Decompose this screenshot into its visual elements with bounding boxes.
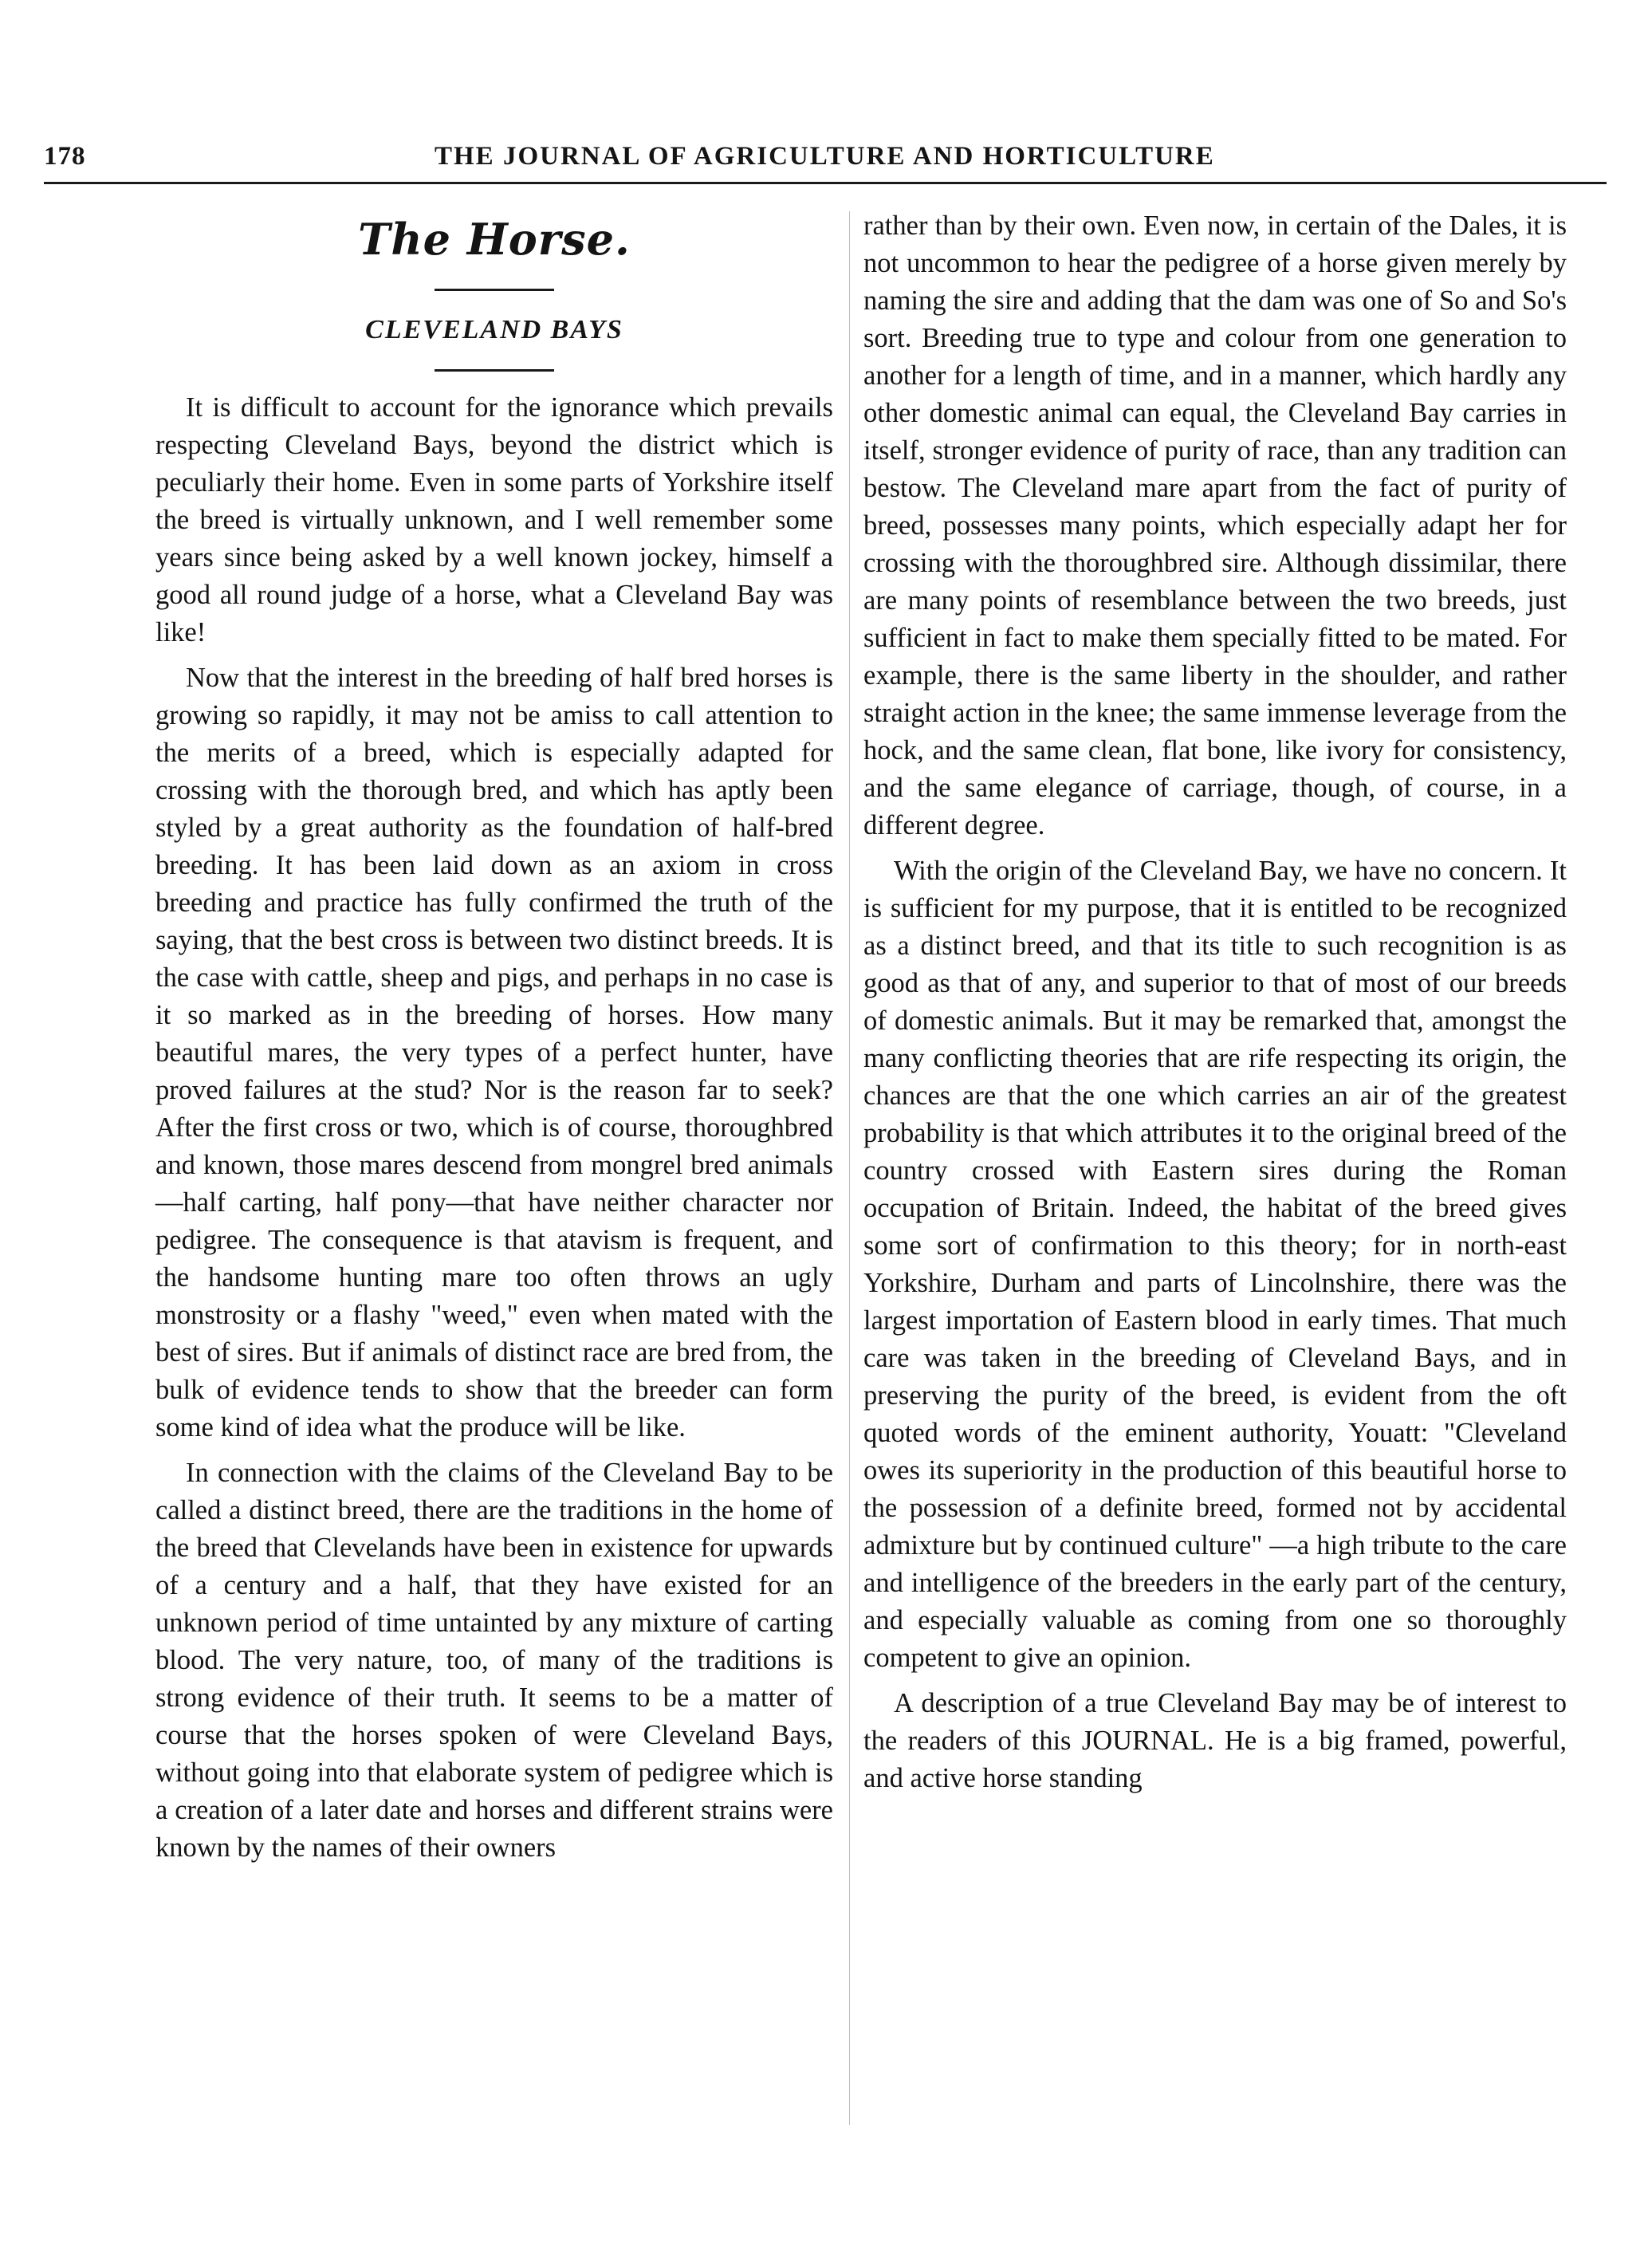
page-number: 178 — [44, 142, 86, 171]
paragraph: In connection with the claims of the Cleveland Bay to be called a distinct breed, there are the traditions in the home of the breed that Clevelands have been in existence for upwards of a century and a half, that they have existed for an unknown period of time untainted by any mixture of carting blood. The very nature, too, of many of the traditions is strong evidence of their truth. It seems to be a matter of course that the horses spoken of were Cleveland Bays, without going into that elaborate system of pedigree which is a creation of a later date and horses and different strains were known by the names of their owners — [155, 1458, 833, 1863]
left-column — [155, 207, 833, 1867]
journal-title: THE JOURNAL OF AGRICULTURE AND HORTICULTURE — [435, 142, 1215, 171]
header-rule — [44, 182, 1607, 184]
paragraph: Now that the interest in the breeding of half bred horses is growing so rapidly, it may not be amiss to call attention to the merits of a breed, which is especially adapted for crossing with the thorough bred, and which has aptly been styled by a great authority as the foundation of half-bred breeding. It has been laid down as an axiom in cross breeding and practice has fully confirmed the truth of the saying, that the best cross is between two distinct breeds. It is the case with cattle, sheep and pigs, and perhaps in no case is it so marked as in the breeding of horses. How many beautiful mares, the very types of a perfect hunter, have proved failures at the stud? Nor is the reason far to seek? After the first cross or two, which is of course, thoroughbred and known, those mares descend from mongrel bred animals —half carting, half pony—that have neither character nor pedigree. The consequence is that atavism is frequent, and the handsome hunting mare too often throws an ugly monstrosity or a flashy "weed," even when mated with the best of sires. But if animals of distinct race are bred from, the bulk of evidence tends to show that the breeder can form some kind of idea what the produce will be like. — [155, 663, 833, 1442]
paragraph: It is difficult to account for the ignorance which prevails respecting Cleveland Bays, beyond the district which is peculiarly their home. Even in some parts of Yorkshire itself the breed is virtually unknown, and I well remember some years since being asked by a well known jockey, himself a good all round judge of a horse, what a Cleveland Bay was like! — [155, 392, 833, 647]
paragraph: With the origin of the Cleveland Bay, we have no concern. It is sufficient for my purpose, that it is entitled to be recognized as a distinct breed, and that its title to such recognition is as good as that of any, and superior to that of most of our breeds of domestic animals. But it may be remarked that, amongst the many conflicting theories that are rife respecting its origin, the chances are that the one which carries an air of the greatest probability is that which attributes it to the original breed of the country crossed with Eastern sires during the Roman occupation of Britain. Indeed, the habitat of the breed gives some sort of confirmation to this theory; for in north-east Yorkshire, Durham and parts of Lincolnshire, there was the largest importation of Eastern blood in early times. That much care was taken in the breeding of Cleveland Bays, and in preserving the purity of the breed, is evident from the oft quoted words of the eminent authority, Youatt: "Cleveland owes its superiority in the production of this beautiful horse to the possession of a definite breed, formed not by accidental admixture but by continued culture" —a high tribute to the care and intelligence of the breeders in the early part of the century, and especially valuable as coming from one so thoroughly competent to give an opinion. — [863, 856, 1567, 1673]
column-divider — [849, 211, 850, 2125]
paragraph: A description of a true Cleveland Bay may be of interest to the readers of this JOURNAL. He is a big framed, powerful, and active horse standing — [863, 1688, 1567, 1793]
title-rule-bottom — [435, 369, 554, 372]
right-column — [863, 207, 1567, 1797]
running-head — [44, 142, 1607, 182]
title-rule-top — [435, 289, 554, 291]
article-title: CLEVELAND BAYS — [365, 315, 623, 344]
section-title: The Horse. — [358, 214, 631, 265]
paragraph-continued: rather than by their own. Even now, in certain of the Dales, it is not uncommon to hear the pedigree of a horse given merely by naming the sire and adding that the dam was one of So and So's sort. Breeding true to type and colour from one generation to another for a length of time, and in a manner, which hardly any other domestic animal can equal, the Cleveland Bay carries in itself, stronger evidence of purity of race, than any tradition can bestow. The Cleveland mare apart from the fact of purity of breed, possesses many points, which especially adapt her for crossing with the thoroughbred sire. Although dissimilar, there are many points of resemblance between the two breeds, just sufficient in fact to make them specially fitted to be mated. For example, there is the same liberty in the shoulder, and rather straight action in the knee; the same immense leverage from the hock, and the same clean, flat bone, like ivory for consistency, and the same elegance of carriage, though, of course, in a different degree. — [863, 211, 1567, 840]
